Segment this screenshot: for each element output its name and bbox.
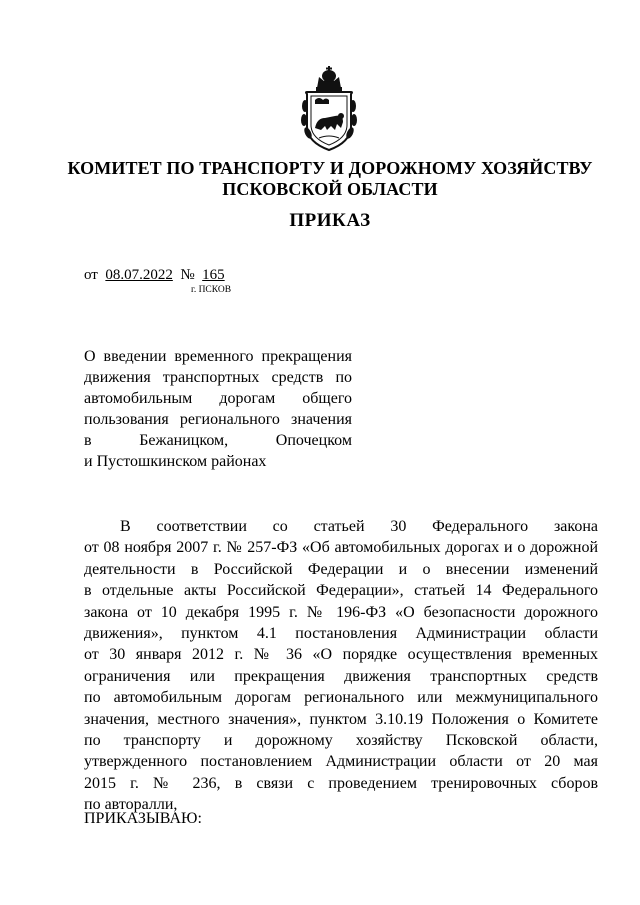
body-line: деятельности в Российской Федерации и о внесении изменений	[84, 560, 598, 578]
body-line: ограничения или прекращения движения транспортных средств	[84, 667, 598, 685]
body-line: В соответствии со статьей 30 Федерального закона	[120, 518, 598, 535]
body-line: в отдельные акты Российской Федерации», статьей 14 Федерального	[84, 582, 598, 600]
body-line: по авторалли,	[84, 796, 178, 814]
document-number: 165	[202, 267, 225, 283]
body-line: 2015 г. № 236, в связи с проведением тренировочных сборов	[84, 774, 598, 792]
city-label: г. ПСКОВ	[191, 285, 232, 295]
organization-name	[40, 158, 620, 200]
date-prefix: от	[84, 267, 98, 283]
subject-line: автомобильным дорогам общего	[84, 390, 352, 407]
document-type-title: ПРИКАЗ	[289, 210, 371, 231]
preamble-paragraph	[84, 516, 598, 816]
subject-line: и Пустошкинском районах	[84, 453, 267, 470]
body-line: по транспорту и дорожному хозяйству Псковской области,	[84, 732, 598, 750]
body-line: от 30 января 2012 г. № 36 «О порядке осуществления временных	[84, 646, 598, 664]
subject-line: в Бежаницком, Опочецком	[84, 432, 352, 449]
document-subject	[84, 346, 352, 472]
subject-line: движения транспортных средств по	[84, 369, 352, 386]
organization-line-1: КОМИТЕТ ПО ТРАНСПОРТУ И ДОРОЖНОМУ ХОЗЯЙСТВУ	[67, 158, 593, 178]
body-line: движения», пунктом 4.1 постановления Администрации области	[84, 625, 598, 643]
body-line: закона от 10 декабря 1995 г. № 196-ФЗ «О безопасности дорожного	[84, 603, 598, 621]
order-word: ПРИКАЗЫВАЮ:	[84, 810, 202, 827]
body-line: значения, местного значения», пунктом 3.10.19 Положения о Комитете	[84, 710, 598, 728]
number-sign: №	[180, 267, 195, 283]
body-line: по автомобильным дорогам регионального или межмуниципального	[84, 689, 598, 707]
document-date: 08.07.2022	[105, 267, 173, 283]
date-number-line	[84, 266, 225, 284]
organization-line-2: ПСКОВСКОЙ ОБЛАСТИ	[222, 179, 438, 199]
subject-line: О введении временного прекращения	[84, 348, 352, 365]
coat-of-arms-emblem	[299, 66, 359, 152]
subject-line: пользования регионального значения	[84, 411, 352, 428]
body-line: от 08 ноября 2007 г. № 257-ФЗ «Об автомобильных дорогах и о дорожной	[84, 539, 598, 557]
body-line: утвержденного постановлением Администрации области от 20 мая	[84, 753, 598, 771]
crown-icon	[316, 66, 342, 91]
